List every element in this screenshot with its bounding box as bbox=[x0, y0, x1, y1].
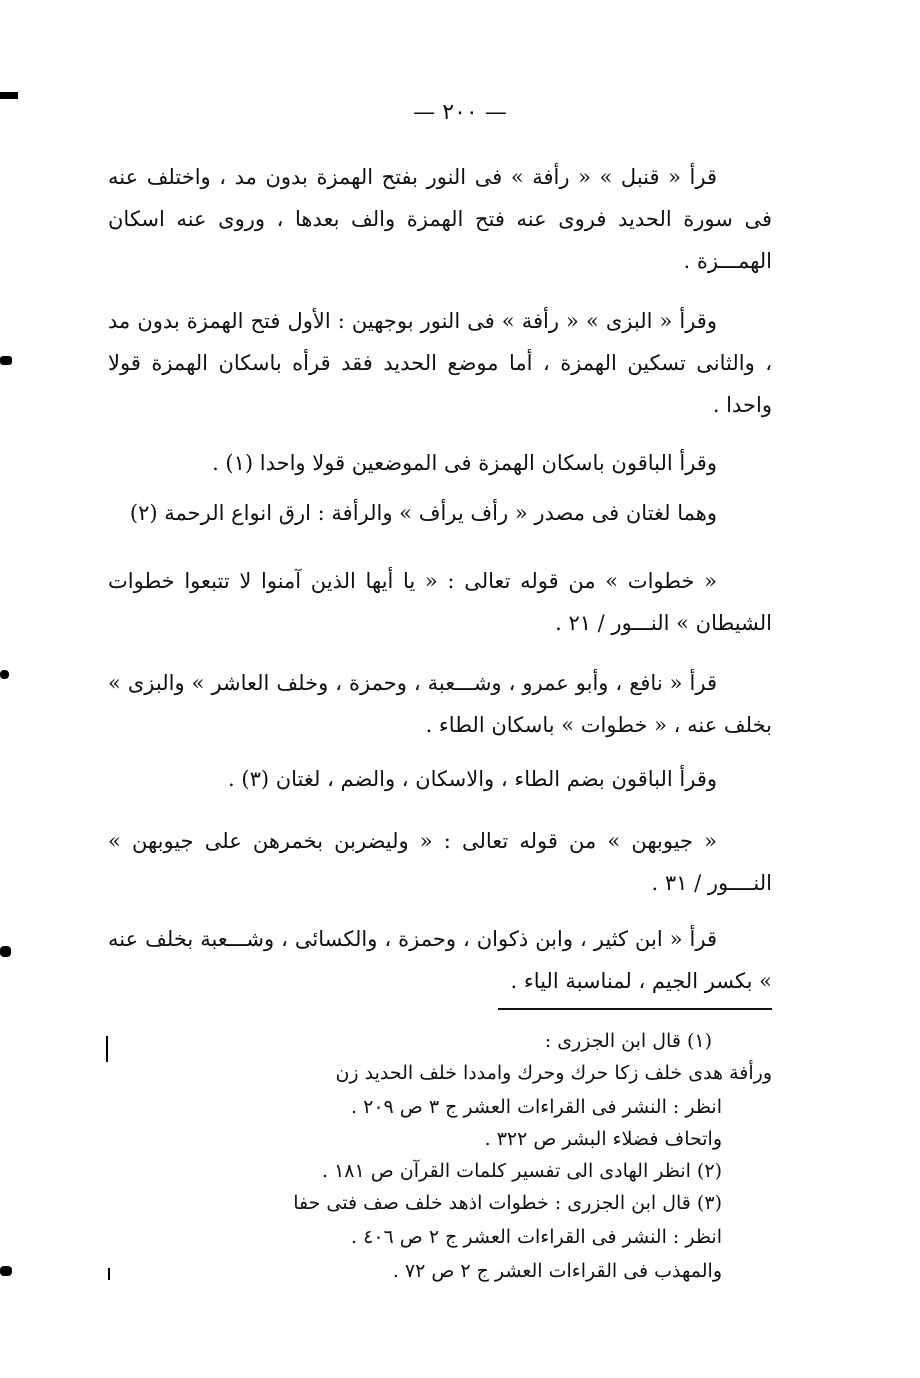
paragraph-khutuwat-readers: قرأ « نافع ، وأبو عمرو ، وشـــعبة ، وحمزة ، وخلف العاشر » والبزى » بخلف عنه ، « خطوات » باسكان الطاء . bbox=[108, 671, 772, 737]
paragraph-baqun-2: وقرأ الباقون بضم الطاء ، والاسكان ، والضم ، لغتان (٣) . bbox=[228, 767, 717, 791]
scan-margin-mark bbox=[0, 356, 12, 365]
paragraph-bazzi: وقرأ « البزى » « رأفة » فى النور بوجهين : الأول فتح الهمزة بدون مد ، والثانى تسكين الهمزة ، أما موضع الحديد فقد قرأه باسكان الهمزة قولا واحدا . bbox=[108, 309, 772, 417]
footnote-separator bbox=[498, 1008, 772, 1010]
scan-margin-mark bbox=[0, 1266, 12, 1276]
footnote-line: (١) قال ابن الجزرى : bbox=[544, 1030, 712, 1052]
scan-margin-mark bbox=[0, 946, 11, 957]
paragraph-khutuwat-verse: « خطوات » من قوله تعالى : « يا أيها الذين آمنوا لا تتبعوا خطوات الشيطان » النـــور / ٢١ . bbox=[108, 569, 772, 635]
footnote-line: والمهذب فى القراءات العشر ج ٢ ص ٧٢ . bbox=[392, 1260, 722, 1282]
scan-margin-mark bbox=[108, 1268, 110, 1280]
paragraph-juyubihinna-verse: « جيوبهن » من قوله تعالى : « وليضربن بخمرهن على جيوبهن » النــــور / ٣١ . bbox=[108, 829, 772, 895]
scan-margin-mark bbox=[0, 670, 9, 679]
footnote-line: انظر : النشر فى القراءات العشر ج ٣ ص ٢٠٩ . bbox=[351, 1096, 722, 1118]
paragraph-lughatan-1: وهما لغتان فى مصدر « رأف يرأف » والرأفة : ارق انواع الرحمة (٢) bbox=[129, 501, 717, 525]
scan-margin-mark bbox=[0, 92, 18, 99]
footnote-line: واتحاف فضلاء البشر ص ٣٢٢ . bbox=[484, 1128, 722, 1150]
paragraph-juyubihinna-readers: قرأ « ابن كثير ، وابن ذكوان ، وحمزة ، والكسائى ، وشـــعبة بخلف عنه » بكسر الجيم ، لمناسبة الياء . bbox=[108, 927, 772, 993]
footnote-line: (٢) انظر الهادى الى تفسير كلمات القرآن ص ١٨١ . bbox=[321, 1160, 722, 1182]
page-number: — ٢٠٠ — bbox=[413, 100, 507, 125]
footnote-line: (٣) قال ابن الجزرى : خطوات اذهد خلف صف فتى حفا bbox=[293, 1192, 722, 1214]
scan-margin-mark bbox=[106, 1036, 108, 1062]
paragraph-qunbul: قرأ « قنبل » « رأفة » فى النور بفتح الهمزة بدون مد ، واختلف عنه فى سورة الحديد فروى عنه فتح الهمزة والف بعدها ، وروى عنه اسكان الهمـــزة . bbox=[108, 165, 772, 273]
footnote-line: ورأفة هدى خلف زكا حرك وحرك وامددا خلف الحديد زن bbox=[335, 1062, 772, 1084]
footnote-line: انظر : النشر فى القراءات العشر ج ٢ ص ٤٠٦ . bbox=[351, 1226, 722, 1248]
paragraph-baqun-1: وقرأ الباقون باسكان الهمزة فى الموضعين قولا واحدا (١) . bbox=[212, 451, 717, 475]
